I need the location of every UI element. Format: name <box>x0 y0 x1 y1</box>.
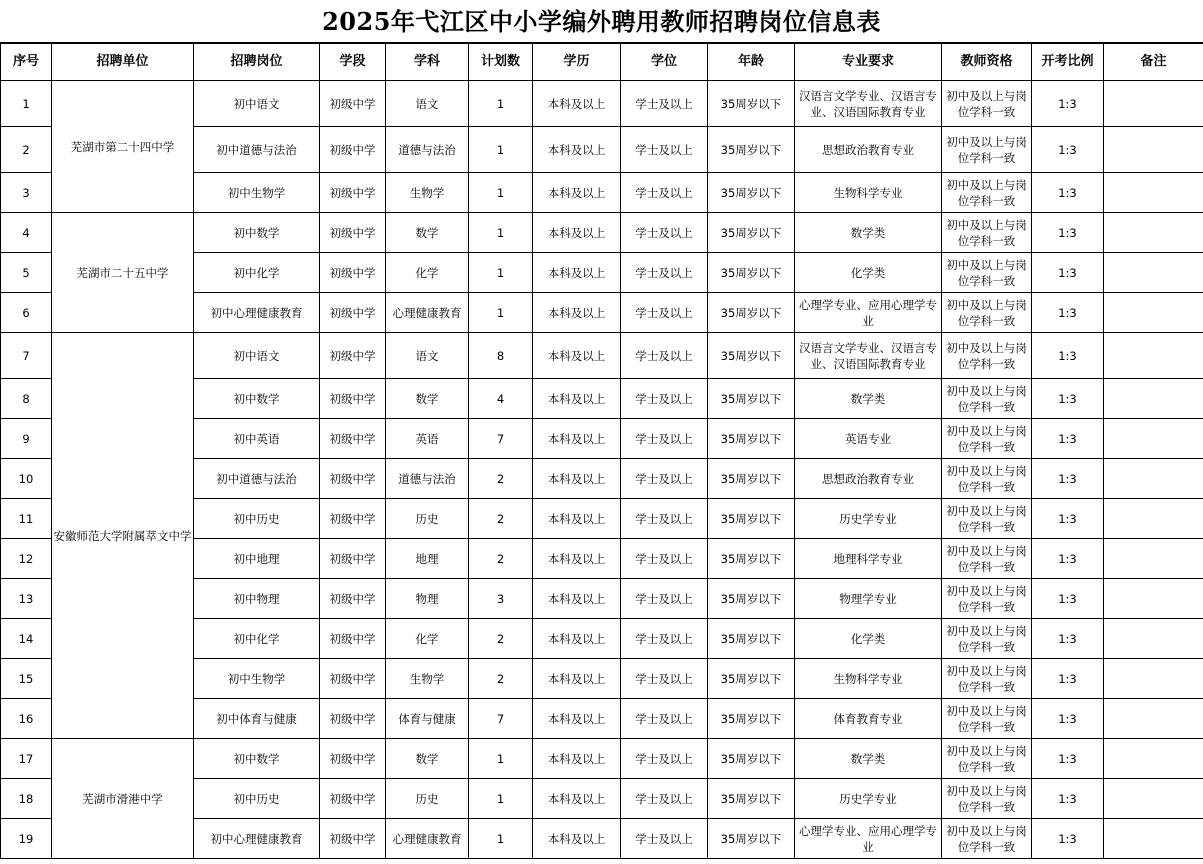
cell-stage: 初级中学 <box>320 699 386 739</box>
cell-age: 35周岁以下 <box>708 819 795 859</box>
table-row <box>1 81 1203 127</box>
cell-education: 本科及以上 <box>533 819 621 859</box>
cell-subject: 心理健康教育 <box>386 293 469 333</box>
cell-subject: 语文 <box>386 333 469 379</box>
cell-plan: 1 <box>469 253 533 293</box>
cell-stage: 初级中学 <box>320 459 386 499</box>
cell-age: 35周岁以下 <box>708 213 795 253</box>
cell-subject: 历史 <box>386 499 469 539</box>
cell-education: 本科及以上 <box>533 659 621 699</box>
header-education: 学历 <box>533 44 621 81</box>
cell-subject: 数学 <box>386 379 469 419</box>
cell-subject: 道德与法治 <box>386 127 469 173</box>
cell-subject: 英语 <box>386 419 469 459</box>
cell-degree: 学士及以上 <box>621 293 708 333</box>
cell-age: 35周岁以下 <box>708 253 795 293</box>
cell-stage: 初级中学 <box>320 539 386 579</box>
cell-major: 心理学专业、应用心理学专业 <box>795 819 942 859</box>
cell-stage: 初级中学 <box>320 333 386 379</box>
cell-degree: 学士及以上 <box>621 499 708 539</box>
cell-ratio: 1:3 <box>1032 253 1104 293</box>
cell-qualification: 初中及以上与岗位学科一致 <box>942 539 1032 579</box>
cell-education: 本科及以上 <box>533 739 621 779</box>
page-title: 2025年弋江区中小学编外聘用教师招聘岗位信息表 <box>0 0 1203 43</box>
cell-age: 35周岁以下 <box>708 173 795 213</box>
cell-degree: 学士及以上 <box>621 579 708 619</box>
table-row <box>1 213 1203 253</box>
cell-qualification: 初中及以上与岗位学科一致 <box>942 739 1032 779</box>
cell-plan: 2 <box>469 659 533 699</box>
cell-age: 35周岁以下 <box>708 619 795 659</box>
cell-subject: 地理 <box>386 539 469 579</box>
cell-stage: 初级中学 <box>320 253 386 293</box>
cell-plan: 1 <box>469 293 533 333</box>
cell-major: 数学类 <box>795 379 942 419</box>
header-row <box>1 44 1203 81</box>
cell-age: 35周岁以下 <box>708 379 795 419</box>
header-subject: 学科 <box>386 44 469 81</box>
cell-plan: 2 <box>469 619 533 659</box>
cell-position: 初中语文 <box>194 333 320 379</box>
cell-education: 本科及以上 <box>533 419 621 459</box>
cell-remark <box>1104 739 1203 779</box>
cell-position: 初中心理健康教育 <box>194 293 320 333</box>
cell-ratio: 1:3 <box>1032 539 1104 579</box>
cell-degree: 学士及以上 <box>621 379 708 419</box>
cell-education: 本科及以上 <box>533 253 621 293</box>
cell-education: 本科及以上 <box>533 459 621 499</box>
cell-stage: 初级中学 <box>320 819 386 859</box>
cell-seq: 16 <box>1 699 52 739</box>
cell-subject: 心理健康教育 <box>386 819 469 859</box>
cell-degree: 学士及以上 <box>621 659 708 699</box>
cell-major: 思想政治教育专业 <box>795 127 942 173</box>
cell-plan: 1 <box>469 739 533 779</box>
cell-remark <box>1104 779 1203 819</box>
cell-seq: 1 <box>1 81 52 127</box>
cell-position: 初中体育与健康 <box>194 699 320 739</box>
cell-ratio: 1:3 <box>1032 619 1104 659</box>
cell-seq: 15 <box>1 659 52 699</box>
cell-seq: 13 <box>1 579 52 619</box>
cell-major: 数学类 <box>795 739 942 779</box>
header-degree: 学位 <box>621 44 708 81</box>
header-qualification: 教师资格 <box>942 44 1032 81</box>
cell-ratio: 1:3 <box>1032 173 1104 213</box>
cell-ratio: 1:3 <box>1032 739 1104 779</box>
cell-education: 本科及以上 <box>533 293 621 333</box>
cell-qualification: 初中及以上与岗位学科一致 <box>942 499 1032 539</box>
cell-remark <box>1104 81 1203 127</box>
cell-major: 生物科学专业 <box>795 659 942 699</box>
cell-position: 初中物理 <box>194 579 320 619</box>
cell-ratio: 1:3 <box>1032 819 1104 859</box>
cell-plan: 1 <box>469 779 533 819</box>
cell-seq: 18 <box>1 779 52 819</box>
cell-plan: 2 <box>469 499 533 539</box>
cell-plan: 8 <box>469 333 533 379</box>
cell-age: 35周岁以下 <box>708 779 795 819</box>
cell-plan: 1 <box>469 173 533 213</box>
header-position: 招聘岗位 <box>194 44 320 81</box>
cell-seq: 8 <box>1 379 52 419</box>
cell-ratio: 1:3 <box>1032 81 1104 127</box>
cell-plan: 1 <box>469 81 533 127</box>
header-remark: 备注 <box>1104 44 1203 81</box>
cell-subject: 道德与法治 <box>386 459 469 499</box>
cell-stage: 初级中学 <box>320 293 386 333</box>
header-major: 专业要求 <box>795 44 942 81</box>
cell-education: 本科及以上 <box>533 379 621 419</box>
cell-remark <box>1104 699 1203 739</box>
cell-degree: 学士及以上 <box>621 213 708 253</box>
cell-stage: 初级中学 <box>320 173 386 213</box>
cell-degree: 学士及以上 <box>621 173 708 213</box>
cell-degree: 学士及以上 <box>621 779 708 819</box>
cell-education: 本科及以上 <box>533 127 621 173</box>
cell-position: 初中数学 <box>194 739 320 779</box>
cell-age: 35周岁以下 <box>708 127 795 173</box>
cell-stage: 初级中学 <box>320 81 386 127</box>
cell-position: 初中生物学 <box>194 173 320 213</box>
cell-stage: 初级中学 <box>320 379 386 419</box>
cell-degree: 学士及以上 <box>621 539 708 579</box>
cell-position: 初中英语 <box>194 419 320 459</box>
cell-seq: 11 <box>1 499 52 539</box>
cell-position: 初中历史 <box>194 499 320 539</box>
cell-major: 化学类 <box>795 253 942 293</box>
cell-major: 物理学专业 <box>795 579 942 619</box>
cell-major: 数学类 <box>795 213 942 253</box>
cell-ratio: 1:3 <box>1032 579 1104 619</box>
cell-qualification: 初中及以上与岗位学科一致 <box>942 459 1032 499</box>
cell-degree: 学士及以上 <box>621 619 708 659</box>
cell-remark <box>1104 539 1203 579</box>
cell-seq: 4 <box>1 213 52 253</box>
cell-ratio: 1:3 <box>1032 459 1104 499</box>
cell-unit: 芜湖市滑港中学 <box>52 739 194 859</box>
cell-qualification: 初中及以上与岗位学科一致 <box>942 173 1032 213</box>
cell-degree: 学士及以上 <box>621 127 708 173</box>
cell-subject: 物理 <box>386 579 469 619</box>
cell-plan: 1 <box>469 819 533 859</box>
cell-subject: 生物学 <box>386 659 469 699</box>
cell-qualification: 初中及以上与岗位学科一致 <box>942 127 1032 173</box>
cell-remark <box>1104 659 1203 699</box>
cell-stage: 初级中学 <box>320 419 386 459</box>
cell-position: 初中化学 <box>194 619 320 659</box>
cell-qualification: 初中及以上与岗位学科一致 <box>942 379 1032 419</box>
header-age: 年龄 <box>708 44 795 81</box>
header-stage: 学段 <box>320 44 386 81</box>
cell-position: 初中化学 <box>194 253 320 293</box>
cell-degree: 学士及以上 <box>621 253 708 293</box>
cell-remark <box>1104 293 1203 333</box>
cell-remark <box>1104 419 1203 459</box>
cell-position: 初中地理 <box>194 539 320 579</box>
cell-ratio: 1:3 <box>1032 699 1104 739</box>
header-unit: 招聘单位 <box>52 44 194 81</box>
cell-major: 历史学专业 <box>795 779 942 819</box>
cell-qualification: 初中及以上与岗位学科一致 <box>942 659 1032 699</box>
cell-education: 本科及以上 <box>533 619 621 659</box>
cell-degree: 学士及以上 <box>621 419 708 459</box>
cell-degree: 学士及以上 <box>621 81 708 127</box>
cell-education: 本科及以上 <box>533 213 621 253</box>
cell-position: 初中语文 <box>194 81 320 127</box>
cell-education: 本科及以上 <box>533 699 621 739</box>
cell-major: 地理科学专业 <box>795 539 942 579</box>
cell-remark <box>1104 379 1203 419</box>
cell-major: 体育教育专业 <box>795 699 942 739</box>
cell-subject: 体育与健康 <box>386 699 469 739</box>
cell-major: 汉语言文学专业、汉语言专业、汉语国际教育专业 <box>795 333 942 379</box>
cell-seq: 5 <box>1 253 52 293</box>
header-seq: 序号 <box>1 44 52 81</box>
cell-seq: 3 <box>1 173 52 213</box>
cell-age: 35周岁以下 <box>708 81 795 127</box>
cell-position: 初中数学 <box>194 213 320 253</box>
cell-ratio: 1:3 <box>1032 127 1104 173</box>
cell-subject: 历史 <box>386 779 469 819</box>
cell-age: 35周岁以下 <box>708 419 795 459</box>
cell-plan: 1 <box>469 213 533 253</box>
cell-education: 本科及以上 <box>533 579 621 619</box>
cell-subject: 生物学 <box>386 173 469 213</box>
cell-plan: 7 <box>469 699 533 739</box>
cell-stage: 初级中学 <box>320 579 386 619</box>
cell-degree: 学士及以上 <box>621 333 708 379</box>
cell-remark <box>1104 619 1203 659</box>
cell-age: 35周岁以下 <box>708 659 795 699</box>
cell-subject: 数学 <box>386 213 469 253</box>
cell-ratio: 1:3 <box>1032 419 1104 459</box>
cell-stage: 初级中学 <box>320 127 386 173</box>
cell-ratio: 1:3 <box>1032 333 1104 379</box>
header-plan: 计划数 <box>469 44 533 81</box>
cell-education: 本科及以上 <box>533 539 621 579</box>
table-body <box>1 81 1203 859</box>
cell-education: 本科及以上 <box>533 499 621 539</box>
cell-subject: 化学 <box>386 253 469 293</box>
cell-seq: 2 <box>1 127 52 173</box>
cell-education: 本科及以上 <box>533 779 621 819</box>
cell-age: 35周岁以下 <box>708 579 795 619</box>
cell-remark <box>1104 819 1203 859</box>
cell-major: 生物科学专业 <box>795 173 942 213</box>
cell-seq: 17 <box>1 739 52 779</box>
cell-stage: 初级中学 <box>320 659 386 699</box>
cell-qualification: 初中及以上与岗位学科一致 <box>942 579 1032 619</box>
cell-age: 35周岁以下 <box>708 333 795 379</box>
table-row <box>1 333 1203 379</box>
cell-seq: 6 <box>1 293 52 333</box>
recruitment-table <box>0 43 1203 859</box>
cell-qualification: 初中及以上与岗位学科一致 <box>942 619 1032 659</box>
cell-major: 英语专业 <box>795 419 942 459</box>
cell-plan: 7 <box>469 419 533 459</box>
cell-qualification: 初中及以上与岗位学科一致 <box>942 819 1032 859</box>
cell-seq: 14 <box>1 619 52 659</box>
cell-qualification: 初中及以上与岗位学科一致 <box>942 779 1032 819</box>
cell-seq: 10 <box>1 459 52 499</box>
cell-degree: 学士及以上 <box>621 459 708 499</box>
cell-position: 初中数学 <box>194 379 320 419</box>
cell-education: 本科及以上 <box>533 333 621 379</box>
cell-seq: 12 <box>1 539 52 579</box>
cell-age: 35周岁以下 <box>708 459 795 499</box>
cell-qualification: 初中及以上与岗位学科一致 <box>942 333 1032 379</box>
cell-ratio: 1:3 <box>1032 293 1104 333</box>
cell-remark <box>1104 333 1203 379</box>
cell-ratio: 1:3 <box>1032 779 1104 819</box>
cell-position: 初中心理健康教育 <box>194 819 320 859</box>
cell-seq: 7 <box>1 333 52 379</box>
cell-stage: 初级中学 <box>320 213 386 253</box>
cell-unit: 芜湖市第二十四中学 <box>52 81 194 213</box>
cell-age: 35周岁以下 <box>708 539 795 579</box>
cell-position: 初中生物学 <box>194 659 320 699</box>
cell-remark <box>1104 459 1203 499</box>
cell-subject: 数学 <box>386 739 469 779</box>
cell-remark <box>1104 253 1203 293</box>
cell-qualification: 初中及以上与岗位学科一致 <box>942 419 1032 459</box>
cell-remark <box>1104 579 1203 619</box>
cell-stage: 初级中学 <box>320 619 386 659</box>
cell-remark <box>1104 127 1203 173</box>
cell-stage: 初级中学 <box>320 499 386 539</box>
cell-major: 心理学专业、应用心理学专业 <box>795 293 942 333</box>
cell-stage: 初级中学 <box>320 779 386 819</box>
cell-degree: 学士及以上 <box>621 819 708 859</box>
cell-seq: 19 <box>1 819 52 859</box>
cell-age: 35周岁以下 <box>708 739 795 779</box>
cell-position: 初中道德与法治 <box>194 459 320 499</box>
cell-remark <box>1104 213 1203 253</box>
cell-remark <box>1104 173 1203 213</box>
cell-qualification: 初中及以上与岗位学科一致 <box>942 81 1032 127</box>
cell-major: 历史学专业 <box>795 499 942 539</box>
cell-position: 初中历史 <box>194 779 320 819</box>
cell-qualification: 初中及以上与岗位学科一致 <box>942 213 1032 253</box>
cell-degree: 学士及以上 <box>621 699 708 739</box>
cell-education: 本科及以上 <box>533 81 621 127</box>
cell-plan: 4 <box>469 379 533 419</box>
cell-unit: 安徽师范大学附属萃文中学 <box>52 333 194 739</box>
cell-seq: 9 <box>1 419 52 459</box>
cell-plan: 3 <box>469 579 533 619</box>
cell-degree: 学士及以上 <box>621 739 708 779</box>
cell-subject: 语文 <box>386 81 469 127</box>
table-row <box>1 739 1203 779</box>
cell-ratio: 1:3 <box>1032 213 1104 253</box>
cell-ratio: 1:3 <box>1032 659 1104 699</box>
cell-position: 初中道德与法治 <box>194 127 320 173</box>
cell-qualification: 初中及以上与岗位学科一致 <box>942 699 1032 739</box>
cell-major: 化学类 <box>795 619 942 659</box>
cell-qualification: 初中及以上与岗位学科一致 <box>942 253 1032 293</box>
cell-age: 35周岁以下 <box>708 293 795 333</box>
cell-ratio: 1:3 <box>1032 379 1104 419</box>
cell-subject: 化学 <box>386 619 469 659</box>
cell-age: 35周岁以下 <box>708 699 795 739</box>
cell-stage: 初级中学 <box>320 739 386 779</box>
cell-ratio: 1:3 <box>1032 499 1104 539</box>
cell-plan: 2 <box>469 539 533 579</box>
cell-major: 汉语言文学专业、汉语言专业、汉语国际教育专业 <box>795 81 942 127</box>
cell-plan: 1 <box>469 127 533 173</box>
cell-major: 思想政治教育专业 <box>795 459 942 499</box>
cell-age: 35周岁以下 <box>708 499 795 539</box>
header-ratio: 开考比例 <box>1032 44 1104 81</box>
cell-unit: 芜湖市二十五中学 <box>52 213 194 333</box>
cell-education: 本科及以上 <box>533 173 621 213</box>
cell-qualification: 初中及以上与岗位学科一致 <box>942 293 1032 333</box>
cell-plan: 2 <box>469 459 533 499</box>
cell-remark <box>1104 499 1203 539</box>
